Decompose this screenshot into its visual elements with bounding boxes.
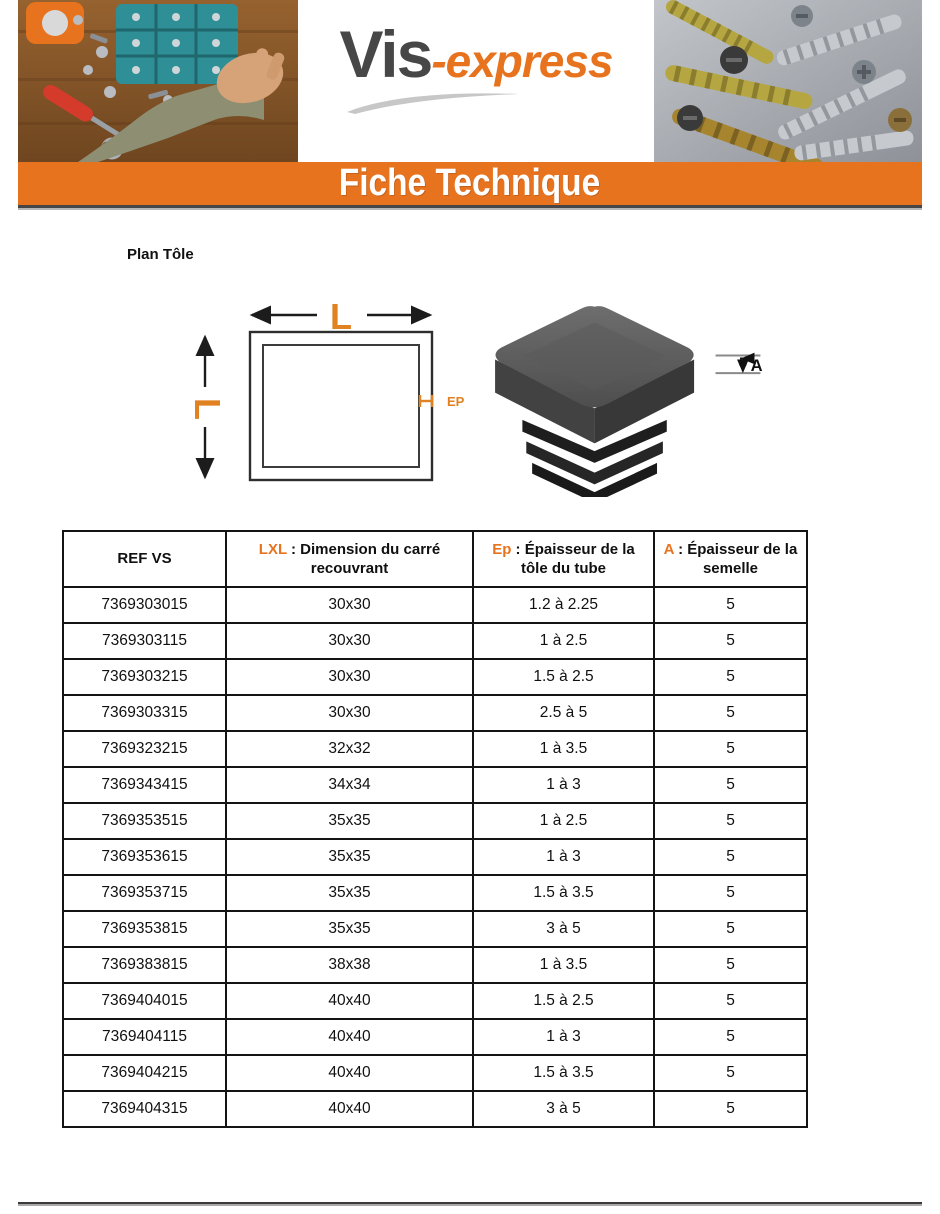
- footer-divider: [18, 1202, 922, 1206]
- table-cell: 5: [654, 695, 807, 731]
- table-row: [63, 767, 807, 803]
- table-cell: 5: [654, 767, 807, 803]
- table-cell: 1.2 à 2.25: [473, 587, 654, 623]
- table-cell: 1 à 2.5: [473, 803, 654, 839]
- table-cell: 38x38: [226, 947, 473, 983]
- table-row: [63, 875, 807, 911]
- logo-text-vis: Vis: [339, 17, 432, 91]
- spec-table: [62, 530, 808, 1128]
- screws-photo: [654, 0, 922, 162]
- vis-express-logo: [339, 16, 612, 92]
- table-cell: 30x30: [226, 623, 473, 659]
- table-row: [63, 695, 807, 731]
- table-cell: 5: [654, 731, 807, 767]
- tube-diagram: [185, 295, 475, 500]
- table-cell: 7369303115: [63, 623, 226, 659]
- banner-divider: [18, 205, 922, 210]
- table-cell: 5: [654, 1019, 807, 1055]
- table-row: [63, 839, 807, 875]
- table-cell: 7369353815: [63, 911, 226, 947]
- end-cap-photo: [468, 297, 768, 497]
- outer-square: [250, 332, 432, 480]
- table-cell: 35x35: [226, 803, 473, 839]
- table-cell: 7369303215: [63, 659, 226, 695]
- table-cell: 30x30: [226, 587, 473, 623]
- table-cell: 35x35: [226, 875, 473, 911]
- table-cell: 40x40: [226, 1091, 473, 1127]
- table-cell: 7369404215: [63, 1055, 226, 1091]
- logo-zone: [298, 0, 654, 162]
- table-cell: 5: [654, 587, 807, 623]
- table-cell: 5: [654, 875, 807, 911]
- table-cell: 1.5 à 2.5: [473, 983, 654, 1019]
- table-cell: 5: [654, 839, 807, 875]
- table-cell: 7369404315: [63, 1091, 226, 1127]
- table-cell: 30x30: [226, 659, 473, 695]
- column-label: : Dimension du carré recouvrant: [286, 540, 441, 577]
- table-cell: 1 à 3.5: [473, 947, 654, 983]
- table-cell: 35x35: [226, 839, 473, 875]
- column-header-lxl: [226, 531, 473, 587]
- table-cell: 5: [654, 659, 807, 695]
- table-cell: 1 à 2.5: [473, 623, 654, 659]
- banner-title: Fiche Technique: [339, 162, 601, 204]
- table-cell: 40x40: [226, 983, 473, 1019]
- table-cell: 7369404015: [63, 983, 226, 1019]
- section-title: Plan Tôle: [127, 246, 194, 263]
- table-cell: 2.5 à 5: [473, 695, 654, 731]
- table-cell: 5: [654, 803, 807, 839]
- table-row: [63, 1091, 807, 1127]
- table-cell: 5: [654, 947, 807, 983]
- table-cell: 7369343415: [63, 767, 226, 803]
- header-row: [63, 531, 807, 587]
- width-dimension-label: L: [330, 296, 352, 337]
- table-cell: 40x40: [226, 1055, 473, 1091]
- height-dimension-label: L: [187, 398, 228, 420]
- column-header-a: [654, 531, 807, 587]
- table-cell: 5: [654, 911, 807, 947]
- table-row: [63, 1055, 807, 1091]
- inner-square: [263, 345, 419, 467]
- table-cell: 3 à 5: [473, 1091, 654, 1127]
- table-cell: 1.5 à 2.5: [473, 659, 654, 695]
- column-header-ref: [63, 531, 226, 587]
- table-cell: 1 à 3: [473, 1019, 654, 1055]
- spec-table-body: [63, 587, 807, 1127]
- table-cell: 1 à 3: [473, 839, 654, 875]
- table-row: [63, 911, 807, 947]
- column-label: : Épaisseur de la semelle: [673, 540, 798, 577]
- table-row: [63, 587, 807, 623]
- logo-text-express: -express: [431, 35, 613, 87]
- title-banner: [18, 162, 922, 205]
- wall-thickness-marker: [420, 395, 432, 407]
- table-cell: 7369383815: [63, 947, 226, 983]
- column-label: : Épaisseur de la tôle du tube: [511, 540, 635, 577]
- table-cell: 1 à 3.5: [473, 731, 654, 767]
- workbench-photo: [18, 0, 298, 162]
- table-cell: 7369404115: [63, 1019, 226, 1055]
- table-cell: 32x32: [226, 731, 473, 767]
- column-prefix: Ep: [492, 540, 512, 558]
- table-cell: 7369303015: [63, 587, 226, 623]
- table-row: [63, 623, 807, 659]
- column-prefix: A: [663, 540, 674, 558]
- table-cell: 7369353615: [63, 839, 226, 875]
- table-row: [63, 803, 807, 839]
- column-header-ep: [473, 531, 654, 587]
- wall-thickness-label: EP: [447, 394, 465, 409]
- table-cell: 34x34: [226, 767, 473, 803]
- table-cell: 1 à 3: [473, 767, 654, 803]
- table-cell: 7369353515: [63, 803, 226, 839]
- table-cell: 30x30: [226, 695, 473, 731]
- table-cell: 1.5 à 3.5: [473, 875, 654, 911]
- table-cell: 3 à 5: [473, 911, 654, 947]
- table-cell: 1.5 à 3.5: [473, 1055, 654, 1091]
- column-label: REF VS: [117, 550, 172, 568]
- table-cell: 35x35: [226, 911, 473, 947]
- table-cell: 40x40: [226, 1019, 473, 1055]
- table-row: [63, 947, 807, 983]
- column-prefix: LXL: [258, 540, 287, 558]
- table-cell: 5: [654, 623, 807, 659]
- table-cell: 7369353715: [63, 875, 226, 911]
- table-row: [63, 983, 807, 1019]
- table-row: [63, 659, 807, 695]
- table-cell: 5: [654, 1055, 807, 1091]
- logo-swoosh-icon: [343, 88, 523, 114]
- table-cell: 7369303315: [63, 695, 226, 731]
- header: [18, 0, 922, 162]
- spec-table-header: [63, 531, 807, 587]
- table-cell: 5: [654, 1091, 807, 1127]
- table-row: [63, 1019, 807, 1055]
- table-row: [63, 731, 807, 767]
- table-cell: 7369323215: [63, 731, 226, 767]
- table-cell: 5: [654, 983, 807, 1019]
- sole-thickness-label: A: [750, 356, 763, 376]
